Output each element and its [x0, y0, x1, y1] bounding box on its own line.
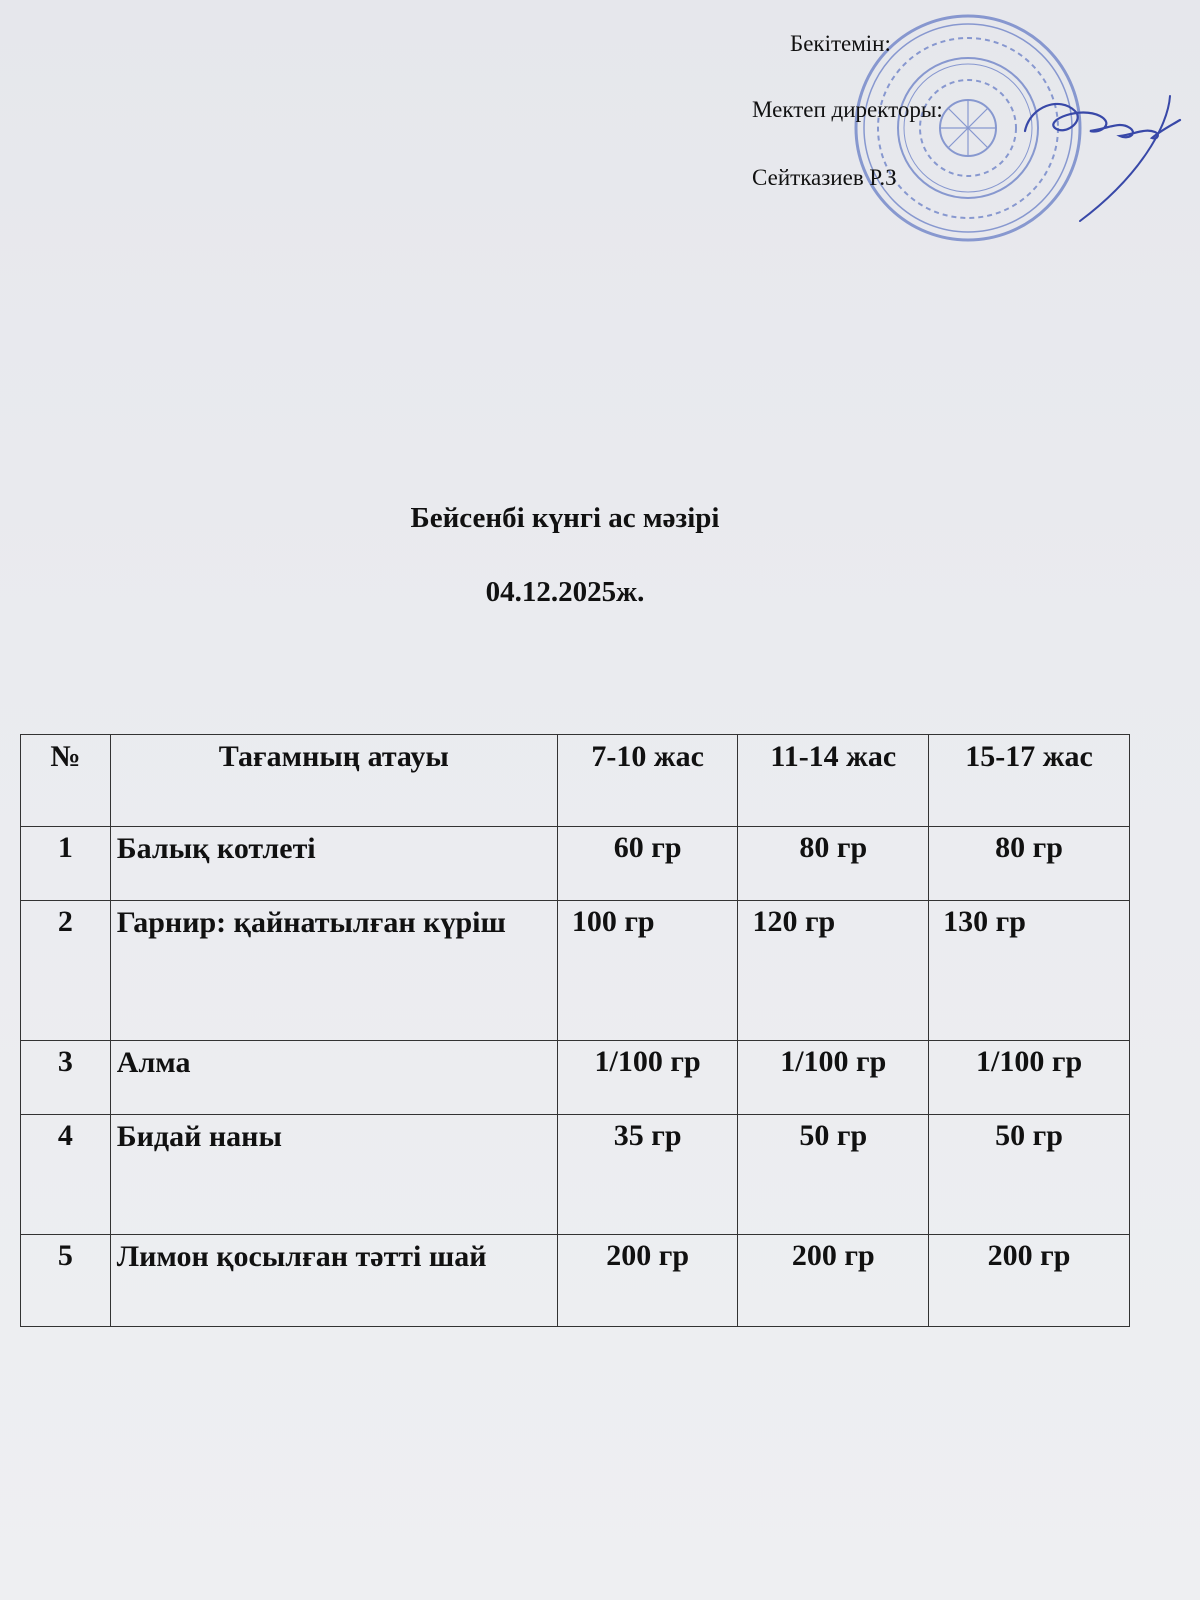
header-number: № — [21, 735, 111, 827]
table-row — [21, 1235, 1130, 1327]
header-age-7-10: 7-10 жас — [557, 735, 738, 827]
director-signature — [1020, 36, 1200, 226]
row-number: 2 — [21, 901, 111, 1041]
portion-15-17: 50 гр — [929, 1115, 1130, 1235]
portion-7-10: 1/100 гр — [557, 1041, 738, 1115]
table-row — [21, 901, 1130, 1041]
portion-7-10: 100 гр — [557, 901, 738, 1041]
portion-7-10: 35 гр — [557, 1115, 738, 1235]
row-number: 5 — [21, 1235, 111, 1327]
portion-11-14: 120 гр — [738, 901, 929, 1041]
dish-name: Алма — [110, 1041, 557, 1115]
portion-7-10: 60 гр — [557, 827, 738, 901]
row-number: 4 — [21, 1115, 111, 1235]
portion-11-14: 1/100 гр — [738, 1041, 929, 1115]
menu-date: 04.12.2025ж. — [485, 576, 645, 608]
dish-name: Бидай наны — [110, 1115, 557, 1235]
portion-15-17: 200 гр — [929, 1235, 1130, 1327]
dish-name: Гарнир: қайнатылған күріш — [110, 901, 557, 1041]
row-number: 3 — [21, 1041, 111, 1115]
portion-11-14: 200 гр — [738, 1235, 929, 1327]
portion-15-17: 130 гр — [929, 901, 1130, 1041]
header-age-11-14: 11-14 жас — [738, 735, 929, 827]
portion-11-14: 80 гр — [738, 827, 929, 901]
menu-title: Бейсенбі күнгі ас мәзірі — [410, 502, 720, 534]
dish-name: Лимон қосылған тәтті шай — [110, 1235, 557, 1327]
dish-name: Балық котлеті — [110, 827, 557, 901]
menu-table — [20, 734, 1130, 1327]
table-row — [21, 1041, 1130, 1115]
row-number: 1 — [21, 827, 111, 901]
table-row — [21, 827, 1130, 901]
approval-heading: Бекітемін: — [790, 31, 891, 56]
header-age-15-17: 15-17 жас — [929, 735, 1130, 827]
table-row — [21, 1115, 1130, 1235]
portion-15-17: 1/100 гр — [929, 1041, 1130, 1115]
portion-7-10: 200 гр — [557, 1235, 738, 1327]
portion-11-14: 50 гр — [738, 1115, 929, 1235]
approval-position: Мектеп директоры: — [752, 97, 943, 122]
approval-director-name: Сейтказиев Р.З — [752, 165, 897, 190]
portion-15-17: 80 гр — [929, 827, 1130, 901]
table-header-row — [21, 735, 1130, 827]
header-dish-name: Тағамның атауы — [110, 735, 557, 827]
